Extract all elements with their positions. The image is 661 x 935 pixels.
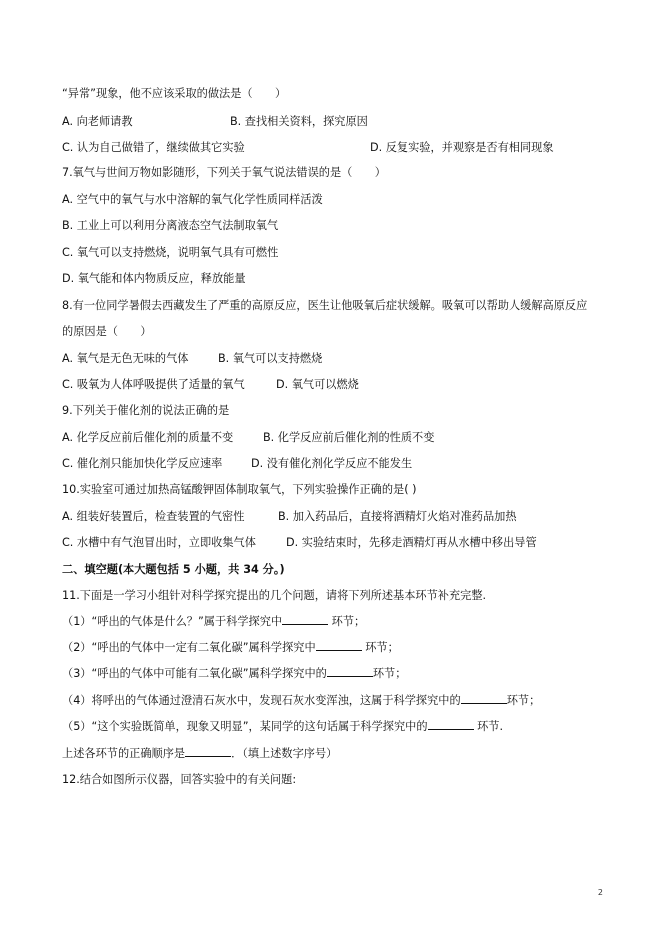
answer-blank[interactable]	[428, 719, 474, 730]
option-b: B. 查找相关资料，探究原因	[230, 115, 368, 128]
item-text: （5）“这个实验既简单，现象又明显”，某同学的这句话属于科学探究中的	[62, 720, 428, 733]
item-text: （1）“呼出的气体是什么？”属于科学探究中	[62, 615, 283, 628]
answer-blank[interactable]	[185, 746, 231, 757]
question-12: 12.结合如图所示仪器，回答实验中的有关问题:	[62, 773, 297, 786]
option-a: A. 向老师请教	[62, 115, 133, 128]
option-d: D. 反复实验，并观察是否有相同现象	[370, 141, 554, 154]
answer-blank[interactable]	[316, 640, 362, 651]
option-d: D. 氧气可以燃烧	[276, 378, 359, 391]
option-b: B. 加入药品后，直接将酒精灯火焰对准药品加热	[278, 510, 517, 523]
answer-blank[interactable]	[461, 693, 507, 704]
question-8-line2: 的原因是（ ）	[62, 325, 152, 338]
question-11-item-4	[62, 693, 540, 709]
question-11: 11.下面是一学习小组针对科学探究提出的几个问题，请将下列所述基本环节补充完整.	[62, 589, 487, 602]
option-a: A. 氧气是无色无味的气体	[62, 352, 189, 365]
option-a: A. 组装好装置后，检查装置的气密性	[62, 510, 245, 523]
option-a: A. 空气中的氧气与水中溶解的氧气化学性质同样活泼	[62, 193, 323, 206]
question-6-stem-end: “异常”现象，他不应该采取的做法是（ ）	[62, 87, 287, 100]
option-a: A. 化学反应前后催化剂的质量不变	[62, 431, 234, 444]
answer-blank[interactable]	[282, 614, 328, 625]
item-suffix: 环节；	[361, 641, 399, 654]
option-c: C. 认为自己做错了，继续做其它实验	[62, 141, 245, 154]
question-11-item-1	[62, 614, 365, 630]
item-text: （3）“呼出的气体中可能有二氧化碳”属科学探究中的	[62, 667, 327, 680]
item-text: 上述各环节的正确顺序是	[62, 747, 186, 760]
section-heading: 二、填空题(本大题包括 5 小题，共 34 分。)	[62, 563, 285, 576]
question-7: 7.氧气与世间万物如影随形，下列关于氧气说法错误的是（ ）	[62, 166, 386, 179]
item-suffix: ．（填上述数字序号）	[231, 747, 338, 760]
item-suffix: 环节；	[328, 615, 366, 628]
item-text: （2）“呼出的气体中一定有二氧化碳”属科学探究中	[62, 641, 316, 654]
option-c: C. 水槽中有气泡冒出时，立即收集气体	[62, 536, 256, 549]
question-11-order	[62, 746, 337, 762]
item-suffix: 环节.	[473, 720, 504, 733]
option-c: C. 催化剂只能加快化学反应速率	[62, 457, 223, 470]
option-c: C. 氧气可以支持燃烧，说明氧气具有可燃性	[62, 246, 279, 259]
option-b: B. 氧气可以支持燃烧	[218, 352, 323, 365]
option-d: D. 实验结束时，先移走酒精灯再从水槽中移出导管	[286, 536, 537, 549]
item-text: （4）将呼出的气体通过澄清石灰水中，发现石灰水变浑浊，这属于科学探究中的	[62, 694, 461, 707]
option-d: D. 没有催化剂化学反应不能发生	[251, 457, 413, 470]
question-11-item-3	[62, 666, 406, 682]
question-11-item-2	[62, 640, 399, 656]
option-c: C. 吸氧为人体呼吸提供了适量的氧气	[62, 378, 245, 391]
item-suffix: 环节；	[506, 694, 541, 707]
answer-blank[interactable]	[327, 666, 373, 677]
question-11-item-5	[62, 719, 503, 735]
option-d: D. 氧气能和体内物质反应，释放能量	[62, 272, 246, 285]
question-10: 10.实验室可通过加热高锰酸钾固体制取氧气，下列实验操作正确的是( )	[62, 483, 417, 496]
option-b: B. 化学反应前后催化剂的性质不变	[263, 431, 435, 444]
question-8-line1: 8.有一位同学暑假去西藏发生了严重的高原反应，医生让他吸氧后症状缓解。吸氧可以帮助人缓解高原反应	[62, 299, 588, 312]
item-suffix: 环节；	[372, 667, 407, 680]
question-9: 9.下列关于催化剂的说法正确的是	[62, 404, 230, 417]
page-number: 2	[597, 888, 603, 897]
option-b: B. 工业上可以利用分离液态空气法制取氧气	[62, 219, 279, 232]
